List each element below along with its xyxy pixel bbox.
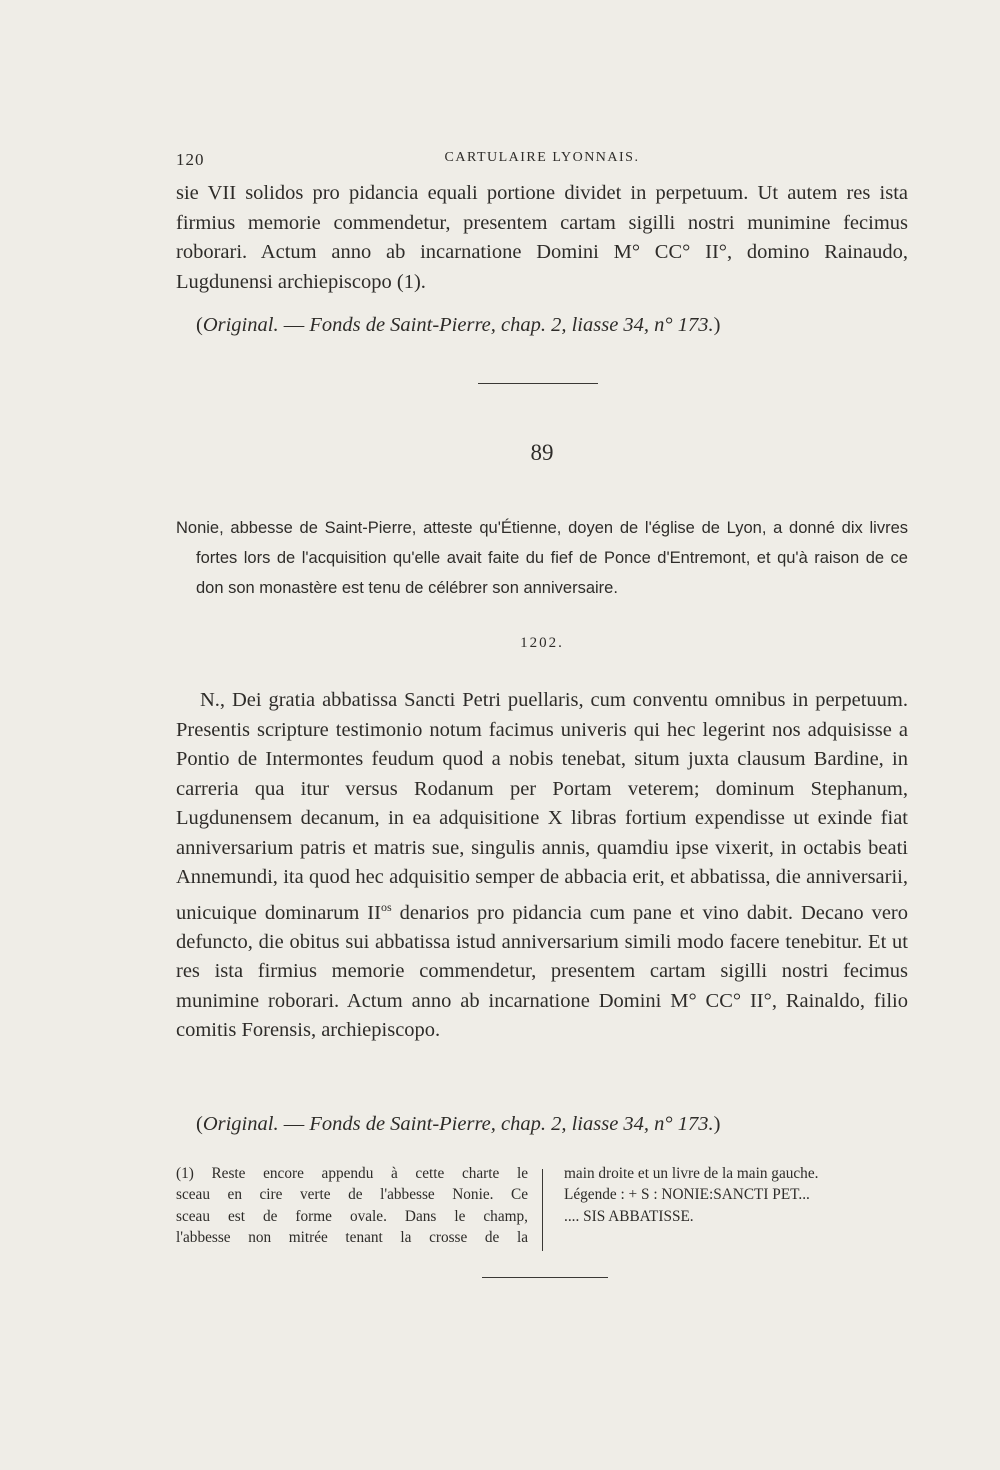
source-label: Original. (202, 314, 279, 336)
footnote-left-column (176, 1163, 528, 1249)
source-dash: — (278, 1113, 310, 1135)
footnote (176, 1163, 908, 1253)
document-summary: Nonie, abbesse de Saint-Pierre, atteste qu'Étienne, doyen de l'église de Lyon, a donné dix livres fortes lors de l'acquisition qu'elle avait faite du fief de Ponce d'Entremont, et qu'à raison de ce don son monastère est tenu de célébrer son anniversaire. (176, 519, 908, 597)
source-open: ( (196, 314, 203, 336)
footnote-line: .... SIS ABBATISSE. (564, 1207, 694, 1225)
source-reference-text: Fonds de Saint-Pierre, chap. 2, liasse 34, n° 173. (309, 314, 714, 336)
footnote-column-divider (542, 1169, 543, 1251)
footnote-line: main droite et un livre de la main gauche. (564, 1165, 819, 1182)
source-reference (196, 1110, 908, 1139)
continuation-paragraph: sie VII solidos pro pidancia equali portione dividet in perpetuum. Ut autem res ista firmius memorie commendetur, presentem cartam sigilli nostri munimine fecimus roborari. Actum anno ab incarnatione Domini M° CC° II°, domino Rainaudo, Lugdunensi archiepiscopo (1). (176, 182, 908, 293)
footnote-line: l'abbesse non mitrée tenant la crosse de la (176, 1229, 528, 1247)
footnote-right-column (564, 1163, 908, 1227)
source-dash: — (278, 314, 310, 336)
document-date: 1202. (520, 635, 564, 651)
running-title: CARTULAIRE LYONNAIS. (444, 150, 640, 165)
source-close: ) (713, 314, 721, 336)
footnote-line: sceau est de forme ovale. Dans le champ, (176, 1207, 528, 1225)
footnote-line: sceau en cire verte de l'abbesse Nonie. Ce (176, 1186, 528, 1204)
source-reference-text: Fonds de Saint-Pierre, chap. 2, liasse 34, n° 173. (309, 1113, 714, 1135)
charter-text: N., Dei gratia abbatissa Sancti Petri puellaris, cum conventu omnibus in perpetuum. Presentis scripture testimonio notum facimus univeris qui hec legerint nos adquisisse a Pontio de Intermontes feudum quod a nobis tenebat, situm juxta clausum Bardine, in carreria qua itur versus Rodanum per Portam veterem; dominum Stephanum, Lugdunensem decanum, in ea adquisitione X libras fortium expendisse ut exinde fiat anniversarium patris et matris sue, singulis annis, quamdiu ipse vixerit, in octabis beati Annemundi, ita quod hec adquisitio semper de abbacia erit, et abbatissa, die anniversarii, unicuique dominarum $II^{os}$ denarios pro pidancia cum pane et vino dabit. Decano vero defuncto, die obitus sui abbatissa istud anniversarium simili modo facere tenebitur. Et ut res ista firmius memorie commendetur, presentem cartam sigilli nostri fecimus munimine roborari. Actum anno ab incarnatione Domini M° CC° II°, Rainaldo, filio comitis Forensis, archiepiscopo. (176, 689, 908, 1042)
section-divider (478, 383, 598, 384)
source-label: Original. (202, 1113, 279, 1135)
footnote-line: Légende : + S : NONIE:SANCTI PET... (564, 1186, 810, 1204)
document-number: 89 (530, 440, 554, 465)
source-open: ( (196, 1113, 203, 1135)
source-close: ) (713, 1113, 721, 1135)
page-end-divider (482, 1277, 608, 1278)
source-reference (196, 311, 908, 340)
superscript-os: os (380, 899, 392, 914)
footnote-line: (1) Reste encore appendu à cette charte le (176, 1165, 528, 1182)
page-number: 120 (176, 150, 205, 169)
running-head (176, 150, 908, 174)
